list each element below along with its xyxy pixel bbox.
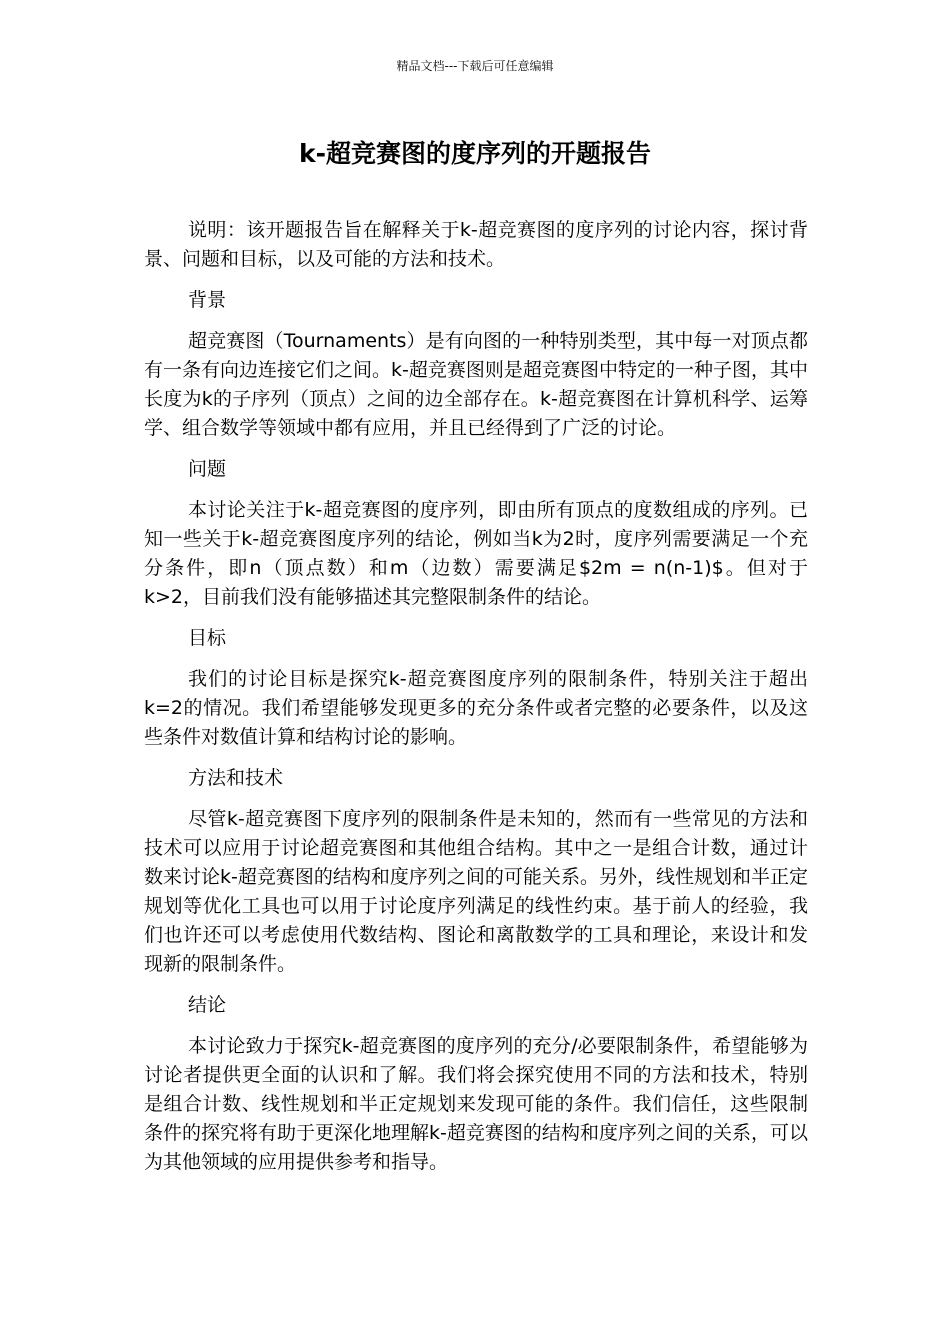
section-body-goals: 我们的讨论目标是探究k-超竞赛图度序列的限制条件，特别关注于超出k=2的情况。我们希望能够发现更多的充分条件或者完整的必要条件，以及这些条件对数值计算和结构讨论的影响。 bbox=[144, 668, 808, 748]
document-body bbox=[144, 216, 808, 1189]
intro-paragraph: 说明：该开题报告旨在解释关于k-超竞赛图的度序列的讨论内容，探讨背景、问题和目标，以及可能的方法和技术。 bbox=[144, 219, 808, 270]
section-heading-methods: 方法和技术 bbox=[188, 767, 284, 789]
section-body-problem: 本讨论关注于k-超竞赛图的度序列，即由所有顶点的度数组成的序列。已知一些关于k-超竞赛图度序列的结论，例如当k为2时，度序列需要满足一个充分条件，即n（顶点数）和m（边数）需要满足$2m = n(n-1)$。但对于k>2，目前我们没有能够描述其完整限制条件的结论。 bbox=[144, 499, 808, 608]
section-body-background: 超竞赛图（Tournaments）是有向图的一种特别类型，其中每一对顶点都有一条有向边连接它们之间。k-超竞赛图则是超竞赛图中特定的一种子图，其中长度为k的子序列（顶点）之间的边全部存在。k-超竞赛图在计算机科学、运筹学、组合数学等领域中都有应用，并且已经得到了广泛的讨论。 bbox=[144, 330, 808, 439]
section-heading-problem: 问题 bbox=[188, 458, 227, 480]
section-body-methods: 尽管k-超竞赛图下度序列的限制条件是未知的，然而有一些常见的方法和技术可以应用于讨论超竞赛图和其他组合结构。其中之一是组合计数，通过计数来讨论k-超竞赛图的结构和度序列之间的可能关系。另外，线性规划和半正定规划等优化工具也可以用于讨论度序列满足的线性约束。基于前人的经验，我们也许还可以考虑使用代数结构、图论和离散数学的工具和理论，来设计和发现新的限制条件。 bbox=[144, 808, 808, 975]
document-title: k-超竞赛图的度序列的开题报告 bbox=[298, 139, 651, 168]
section-heading-background: 背景 bbox=[188, 289, 227, 311]
section-heading-conclusion: 结论 bbox=[188, 994, 227, 1016]
header-note: 精品文档---下载后可任意编辑 bbox=[396, 59, 554, 73]
section-body-conclusion: 本讨论致力于探究k-超竞赛图的度序列的充分/必要限制条件，希望能够为讨论者提供更全面的认识和了解。我们将会探究使用不同的方法和技术，特别是组合计数、线性规划和半正定规划来发现可能的条件。我们信任，这些限制条件的探究将有助于更深化地理解k-超竞赛图的结构和度序列之间的关系，可以为其他领域的应用提供参考和指导。 bbox=[144, 1035, 808, 1173]
section-heading-goals: 目标 bbox=[188, 627, 227, 649]
